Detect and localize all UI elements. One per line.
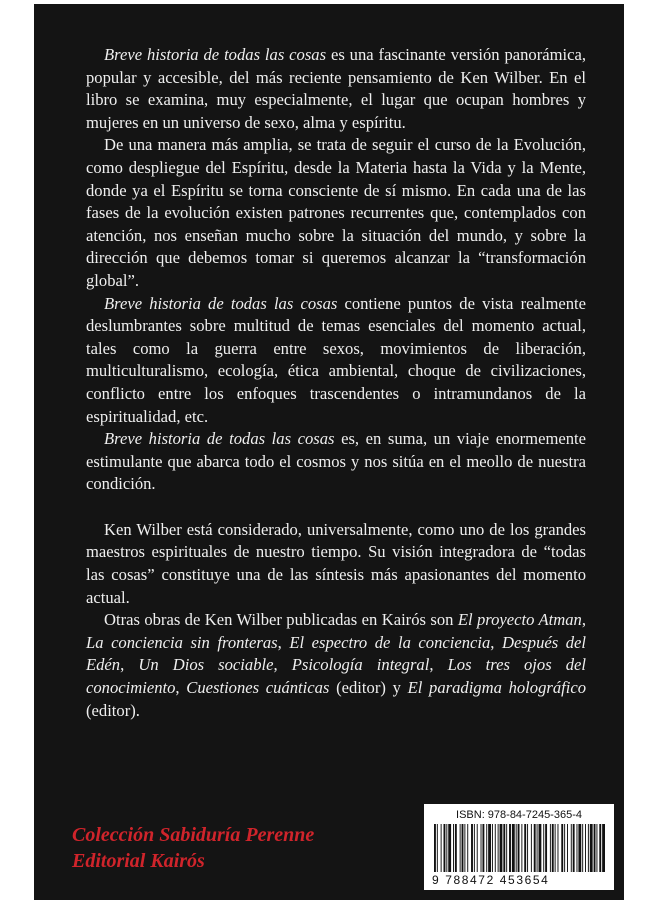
book-title: Breve historia de todas las cosas bbox=[104, 429, 335, 449]
barcode-bar bbox=[599, 824, 601, 872]
barcode-bar bbox=[448, 824, 451, 872]
synopsis bbox=[86, 44, 586, 722]
barcode-bar bbox=[545, 824, 547, 872]
barcode-bar bbox=[437, 824, 438, 872]
barcode-bar bbox=[578, 824, 581, 872]
barcode-bar bbox=[474, 824, 475, 872]
barcode-bar bbox=[498, 824, 499, 872]
barcode-bar bbox=[550, 824, 551, 872]
barcode-bar bbox=[596, 824, 597, 872]
paragraph-4: Breve historia de todas las cosas es, en suma, un viaje enormemente estimulante que abarca todo el cosmos y nos sitúa en el meollo de nuestra condición. bbox=[86, 429, 586, 494]
author-bio: Ken Wilber está considerado, universalmente, como uno de los grandes maestros espirituales de nuestro tiempo. Su visión integradora de “todas las cosas” constituye una de las síntesis más apasionantes del momento actual. bbox=[86, 519, 586, 607]
barcode-bar bbox=[531, 824, 532, 872]
barcode-bar bbox=[567, 824, 568, 872]
paragraph-3: Breve historia de todas las cosas contiene puntos de vista realmente deslumbrantes sobre multitud de temas esenciales del momento actual, tales como la guerra entre sexos, movimientos de liberación, multiculturalismo, ecología, ética ambiental, choque de civilizaciones, conflicto entre los enfoques trascendentes o intramundanos de la espiritualidad, etc. bbox=[86, 293, 586, 426]
barcode-bar bbox=[539, 824, 542, 872]
barcode-bar bbox=[506, 824, 507, 872]
barcode-icon bbox=[432, 824, 608, 874]
barcode-bar bbox=[444, 824, 446, 872]
barcode-bar bbox=[486, 824, 487, 872]
barcode-bar bbox=[588, 824, 589, 872]
barcode-bar bbox=[537, 824, 538, 872]
barcode-bar bbox=[590, 824, 593, 872]
series-name: Colección Sabiduría Perenne bbox=[72, 824, 315, 846]
barcode-bar bbox=[527, 824, 528, 872]
barcode-bar bbox=[558, 824, 559, 872]
imprint bbox=[72, 822, 314, 874]
barcode-bar bbox=[543, 824, 544, 872]
barcode-bar bbox=[571, 824, 572, 872]
paragraph-2: De una manera más amplia, se trata de seguir el curso de la Evolución, como despliegue del Espíritu, desde la Materia hasta la Vida y la Mente, donde ya el Espíritu se torna consciente de sí mismo. En cada una de las fases de la evolución existen patrones recurrentes que, contemplados con atención, nos enseñan mucho sobre la situación del mundo, y sobre la dirección que debemos tomar si queremos alcanzar la “transformación global”. bbox=[86, 135, 586, 290]
book-title: Breve historia de todas las cosas bbox=[104, 293, 338, 313]
barcode-bar bbox=[524, 824, 526, 872]
barcode-bar bbox=[467, 824, 468, 872]
barcode-bar bbox=[555, 824, 556, 872]
barcode-bar bbox=[594, 824, 596, 872]
barcode-bar bbox=[534, 824, 536, 872]
barcode-bar bbox=[495, 824, 496, 872]
barcode-bar bbox=[455, 824, 457, 872]
barcode-bar bbox=[564, 824, 565, 872]
barcode-bar bbox=[462, 824, 464, 872]
barcode-bar bbox=[577, 824, 578, 872]
barcode-bar bbox=[460, 824, 461, 872]
barcode-bar bbox=[518, 824, 520, 872]
barcode-bar bbox=[521, 824, 522, 872]
barcode-bar bbox=[573, 824, 575, 872]
barcode-bar bbox=[561, 824, 563, 872]
barcode-bar bbox=[453, 824, 454, 872]
barcode-bar bbox=[477, 824, 478, 872]
barcode-bar bbox=[471, 824, 473, 872]
back-cover bbox=[34, 4, 624, 900]
barcode-bar bbox=[481, 824, 482, 872]
barcode-bar bbox=[434, 824, 436, 872]
barcode-bar bbox=[464, 824, 465, 872]
paragraph-1: Breve historia de todas las cosas es una fascinante versión panorámica, popular y accesible, del más reciente pensamiento de Ken Wilber. En el libro se examina, muy especialmente, el lugar que ocupan hombres y mujeres en un universo de sexo, alma y espíritu. bbox=[86, 45, 586, 132]
barcode-bar bbox=[516, 824, 517, 872]
barcode-bar bbox=[585, 824, 586, 872]
barcode-bar bbox=[509, 824, 511, 872]
barcode-bar bbox=[582, 824, 583, 872]
other-works: Otras obras de Ken Wilber publicadas en Kairós son El proyecto Atman, La conciencia sin fronteras, El espectro de la conciencia, Después del Edén, Un Dios sociable, Psicología integral, Los tres ojos del conocimiento, Cuestiones cuánticas (editor) y El paradigma holográfico (editor). bbox=[86, 610, 587, 720]
barcode-bar bbox=[492, 824, 493, 872]
barcode-bar bbox=[512, 824, 515, 872]
ean-digits: 9 788472 453654 bbox=[432, 873, 550, 887]
barcode-bar bbox=[482, 824, 484, 872]
barcode-bar bbox=[488, 824, 491, 872]
barcode-bar bbox=[441, 824, 442, 872]
book-title: Breve historia de todas las cosas bbox=[104, 45, 327, 64]
barcode-label bbox=[424, 804, 614, 890]
barcode-bar bbox=[503, 824, 505, 872]
barcode-bar bbox=[446, 824, 447, 872]
publisher-name: Editorial Kairós bbox=[72, 850, 205, 872]
isbn-text: ISBN: 978-84-7245-365-4 bbox=[456, 809, 582, 821]
barcode-bar bbox=[500, 824, 503, 872]
barcode-bar bbox=[602, 824, 605, 872]
barcode-bar bbox=[552, 824, 554, 872]
